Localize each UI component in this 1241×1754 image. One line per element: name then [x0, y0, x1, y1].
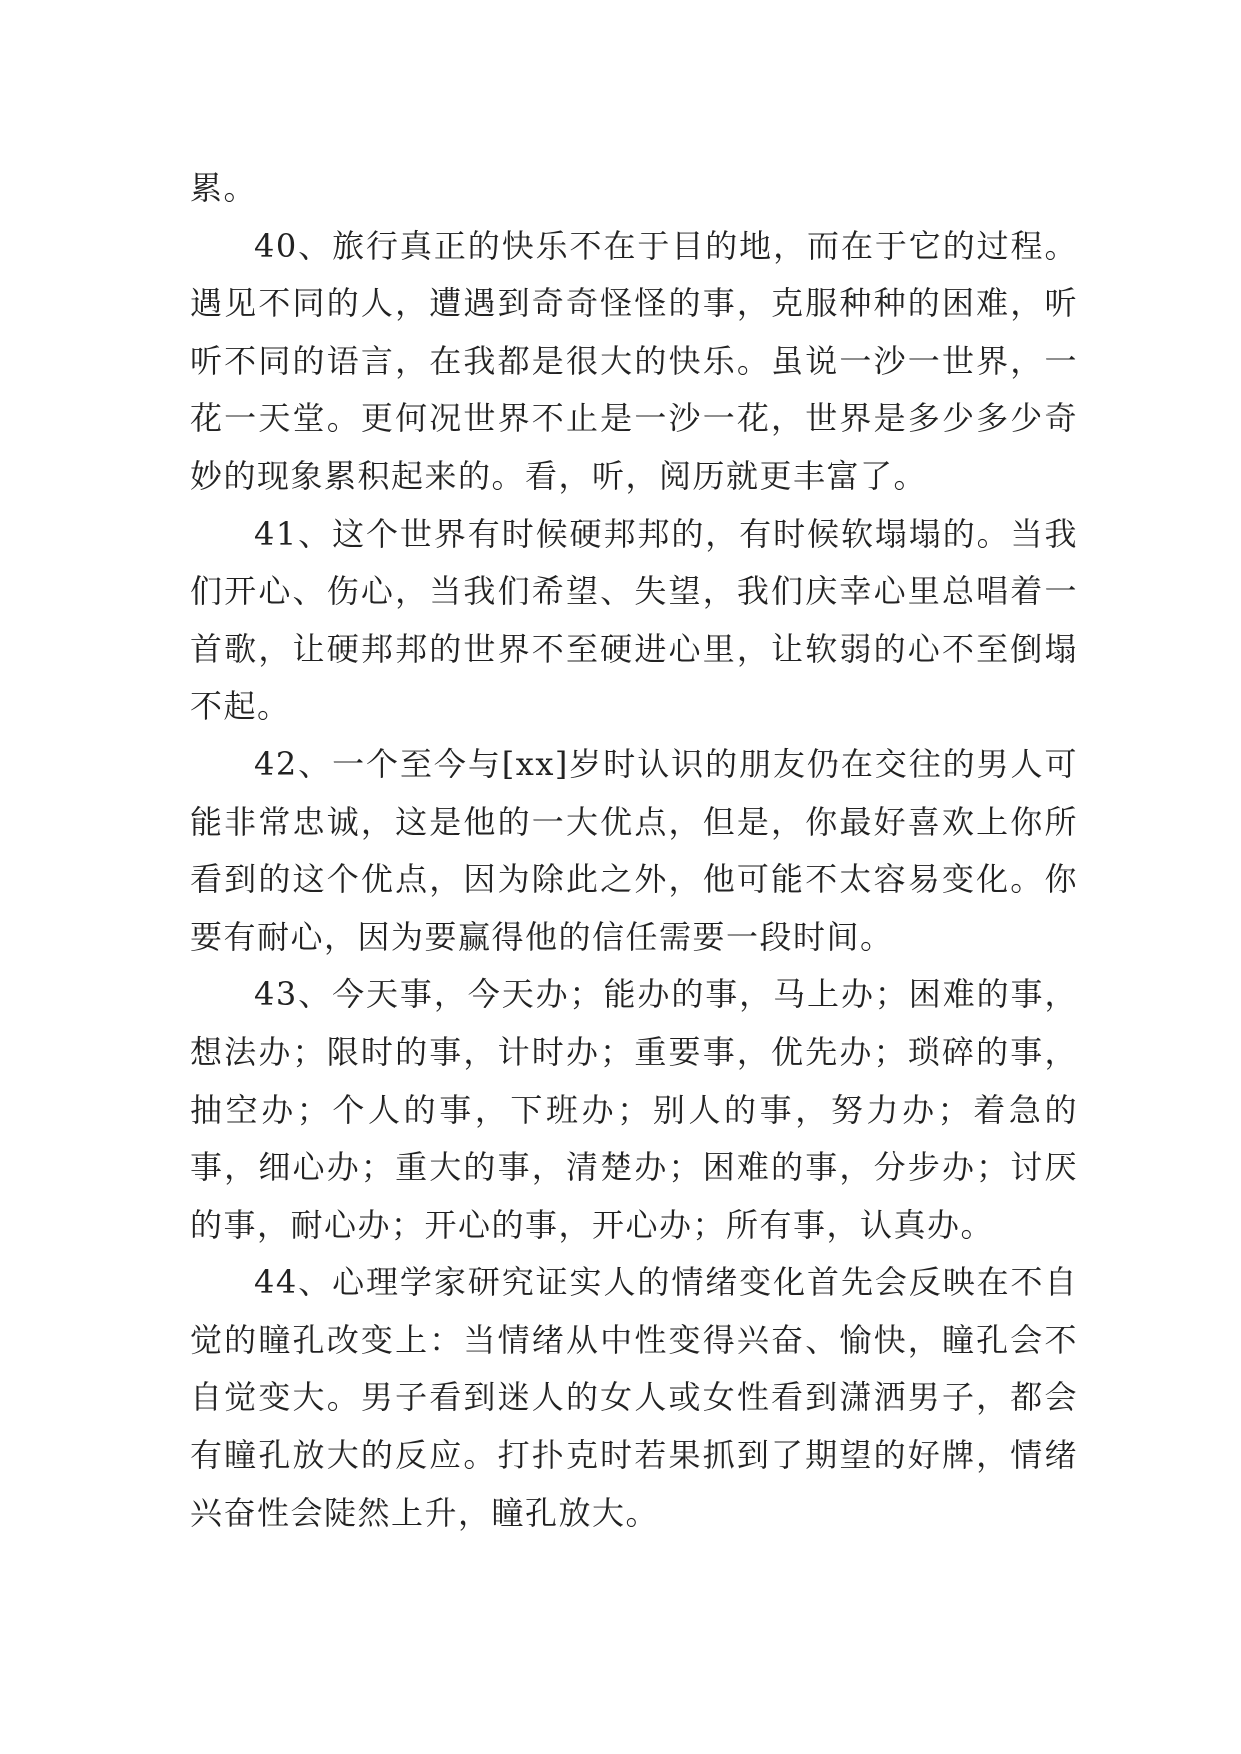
document-body	[190, 160, 1078, 1542]
paragraph-44: 44、心理学家研究证实人的情绪变化首先会反映在不自觉的瞳孔改变上：当情绪从中性变得兴奋、愉快，瞳孔会不自觉变大。男子看到迷人的女人或女性看到潇洒男子，都会有瞳孔放大的反应。打扑克时若果抓到了期望的好牌，情绪兴奋性会陡然上升，瞳孔放大。	[190, 1263, 1078, 1532]
paragraph-40: 40、旅行真正的快乐不在于目的地，而在于它的过程。遇见不同的人，遭遇到奇奇怪怪的事，克服种种的困难，听听不同的语言，在我都是很大的快乐。虽说一沙一世界，一花一天堂。更何况世界不止是一沙一花，世界是多少多少奇妙的现象累积起来的。看，听，阅历就更丰富了。	[190, 226, 1078, 495]
paragraph-continuation: 累。	[190, 169, 258, 207]
paragraph-42: 42、一个至今与[xx]岁时认识的朋友仍在交往的男人可能非常忠诚，这是他的一大优点，但是，你最好喜欢上你所看到的这个优点，因为除此之外，他可能不太容易变化。你要有耐心，因为要赢得他的信任需要一段时间。	[190, 744, 1078, 956]
paragraph-41: 41、这个世界有时候硬邦邦的，有时候软塌塌的。当我们开心、伤心，当我们希望、失望，我们庆幸心里总唱着一首歌，让硬邦邦的世界不至硬进心里，让软弱的心不至倒塌不起。	[190, 514, 1078, 726]
paragraph-43: 43、今天事，今天办；能办的事，马上办；困难的事，想法办；限时的事，计时办；重要事，优先办；琐碎的事，抽空办；个人的事，下班办；别人的事，努力办；着急的事，细心办；重大的事，清楚办；困难的事，分步办；讨厌的事，耐心办；开心的事，开心办；所有事，认真办。	[190, 975, 1078, 1244]
